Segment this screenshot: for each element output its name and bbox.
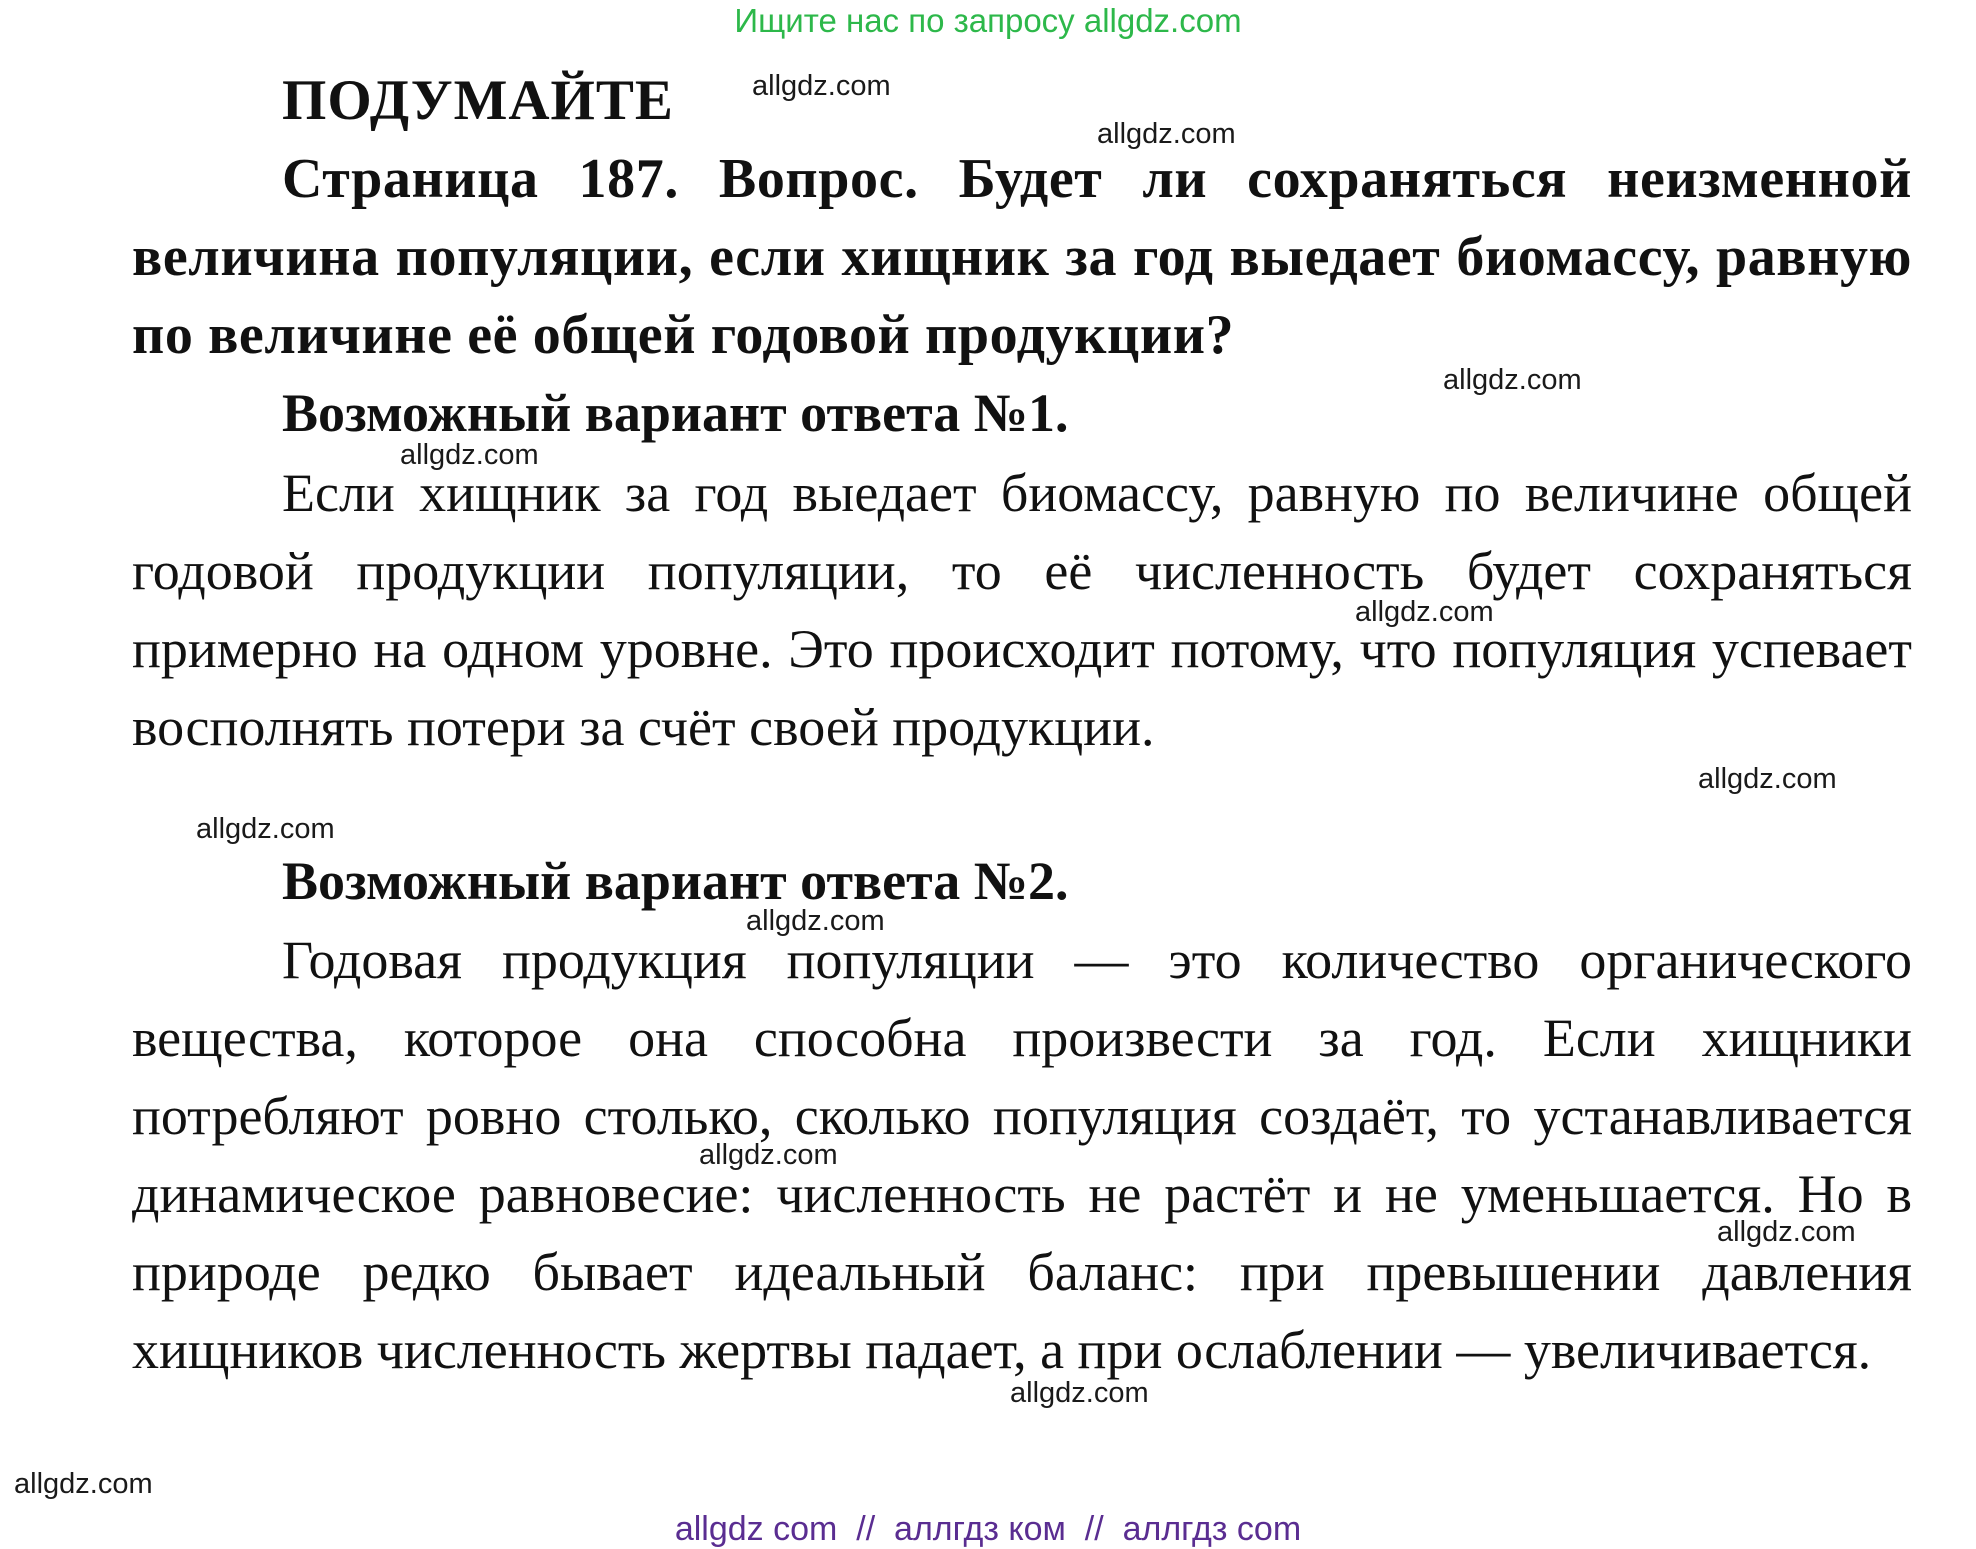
page-heading: ПОДУМАЙТЕ (282, 69, 674, 132)
watermark: allgdz.com (746, 905, 885, 937)
watermark: allgdz.com (1355, 596, 1494, 628)
watermark: allgdz.com (196, 813, 335, 845)
watermark: allgdz.com (1698, 763, 1837, 795)
footer-links: allgdz com // аллгдз ком // аллгдз com (674, 1510, 1302, 1548)
answer-2-text: Годовая продукция популяции — это количество органического вещества, которое она способна произвести за год. Если хищники потребляют ровно столько, сколько популяция создаёт, то устанавливается динамическое равновесие: численность не растёт и не уменьшается. Но в природе редко бывает идеальный баланс: при превышении давления хищников численность жертвы падает, а при ослаблении — увеличивается. (132, 930, 1912, 1380)
watermark: allgdz.com (1717, 1216, 1856, 1248)
question-text: Страница 187. Вопрос. Будет ли сохраняться неизменной величина популяции, если хищник за год выедает биомассу, равную по величине её общей годовой продукции? (132, 148, 1912, 366)
answer-1-text: Если хищник за год выедает биомассу, равную по величине общей годовой продукции популяции, то её численность будет сохраняться примерно на одном уровне. Это происходит потому, что популяция успевает восполнять потери за счёт своей продукции. (132, 463, 1912, 757)
watermark: allgdz.com (752, 70, 891, 102)
watermark: allgdz.com (1097, 118, 1236, 150)
watermark: allgdz.com (1010, 1377, 1149, 1409)
watermark: allgdz.com (699, 1139, 838, 1171)
search-banner: Ищите нас по запросу allgdz.com (734, 2, 1242, 39)
watermark: allgdz.com (14, 1468, 153, 1500)
answer-1-title: Возможный вариант ответа №1. (282, 383, 1069, 443)
watermark: allgdz.com (1443, 364, 1582, 396)
watermark: allgdz.com (400, 439, 539, 471)
answer-2-title: Возможный вариант ответа №2. (282, 851, 1069, 911)
